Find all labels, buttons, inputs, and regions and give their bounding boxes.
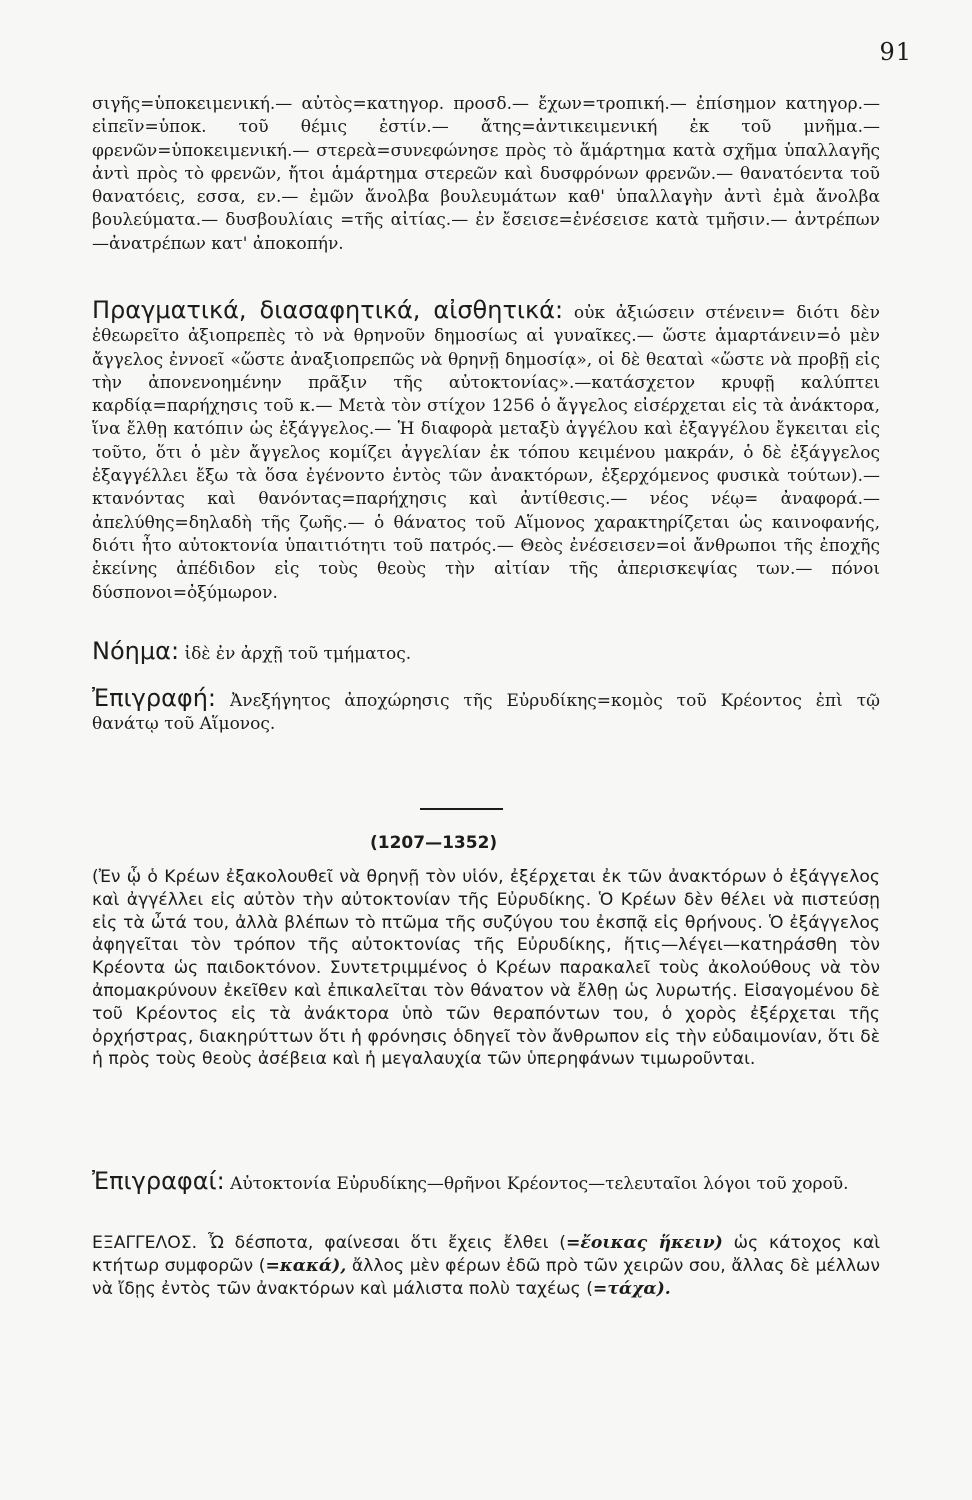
- epigrafai-paragraph: [92, 1167, 880, 1196]
- section-divider: [420, 808, 503, 810]
- translation-paragraph: [92, 1232, 880, 1300]
- noima-text: ἰδὲ ἐν ἀρχῇ τοῦ τμήματος.: [184, 644, 412, 664]
- summary-text: (Ἐν ᾧ ὁ Κρέων ἐξακολουθεῖ νὰ θρηνῇ τὸν υἱόν, ἐξέρχεται ἐκ τῶν ἀνακτόρων ὁ ἐξάγγελος καὶ ἀγγέλλει εἰς αὐτὸν τὴν αὐτοκτονίαν τῆς Εὐρυδίκης. Ὁ Κρέων δὲν θέλει νὰ πιστεύσῃ εἰς τὰ ὦτά του, ἀλλὰ βλέπων τὸ πτῶμα τῆς συζύγου του ἐκσπᾷ εἰς θρήνους. Ὁ ἐξάγγελος ἀφηγεῖται τὸν τρόπον τῆς αὐτοκτονίας τῆς Εὐρυδίκης, ἥτις—λέγει—κατηράσθη τὸν Κρέοντα ὡς παιδοκτόνον. Συντετριμμένος ὁ Κρέων παρακαλεῖ τοὺς ἀκολούθους νὰ τὸν ἀπομακρύνουν ἐκεῖθεν καὶ ἐπικαλεῖται τὸν θάνατον νὰ ἔλθῃ ὡς λυρωτής. Εἰσαγομένου δὲ τοῦ Κρέοντος εἰς τὰ ἀνάκτορα ὑπὸ τῶν θεραπόντων του, ὁ χορὸς ἐξέρχεται τῆς ὀρχήστρας, διακηρύττων ὅτι ἡ φρόνησις ὁδηγεῖ τὸν ἄνθρωπον εἰς τὴν εὐδαιμονίαν, ὅτι δὲ ἡ πρὸς τοὺς θεοὺς ἀσέβεια καὶ ἡ μεγαλαυχία τῶν ὑπερηφάνων τιμωροῦνται.: [92, 867, 880, 1070]
- translation-text-3: ἄλλος μὲν φέρων ἐδῶ πρὸ τῶν χειρῶν σου, ἄλλας δὲ μέλλων νὰ ἴδῃς ἐντὸς τῶν ἀνακτόρων καὶ μάλιστα πολὺ ταχέως (: [92, 1255, 881, 1299]
- pragmatika-section: [92, 296, 880, 605]
- pragmatika-paragraph: [92, 296, 880, 605]
- epigrafai-text: Αὐτοκτονία Εὐρυδίκης—θρῆνοι Κρέοντος—τελευταῖοι λόγοι τοῦ χοροῦ.: [230, 1174, 849, 1194]
- noima-heading: Νόημα:: [92, 637, 180, 665]
- speaker-name: ΕΞΑΓΓΕΛΟΣ.: [92, 1233, 198, 1253]
- translation-text-2: ὡς κάτοχος καὶ κτήτωρ συμφορῶν (: [92, 1233, 881, 1276]
- gloss-3: =τάχα).: [592, 1278, 671, 1299]
- epigrafi-heading: Ἐπιγραφή:: [92, 684, 217, 712]
- epigrafi-paragraph: [92, 684, 881, 737]
- gloss-1: =ἔοικας ἥκειν): [566, 1233, 723, 1253]
- noima-section: [92, 637, 880, 666]
- noima-paragraph: [92, 637, 880, 666]
- epigrafi-section: [92, 684, 881, 737]
- pragmatika-text: οὐκ ἀξιώσειν στένειν= διότι δὲν ἐθεωρεῖτο ἀξιοπρεπὲς τὸ νὰ θρηνοῦν δημοσίως αἱ γυναῖκες.— ὥστε ἁμαρτάνειν=ὁ μὲν ἄγγελος ἐννοεῖ «ὥστε ἀναξιοπρεπῶς νὰ θρηνῇ δημοσίᾳ», οἱ δὲ θεαταὶ «ὥστε νὰ προβῇ εἰς τὴν ἀπονενοημένην πρᾶξιν τῆς αὐτοκτονίας».—κατάσχετον κρυφῇ καλύπτει καρδίᾳ=παρήχησις τοῦ κ.— Μετὰ τὸν στίχον 1256 ὁ ἄγγελος εἰσέρχεται εἰς τὰ ἀνάκτορα, ἵνα ἔλθῃ κατόπιν ὡς ἐξάγγελος.— Ἡ διαφορὰ μεταξὺ ἀγγέλου καὶ ἐξαγγέλου ἔγκειται εἰς τοῦτο, ὅτι ὁ μὲν ἄγγελος κομίζει ἀγγελίαν ἐκ τόπου κειμένου μακράν, ὁ δὲ ἐξάγγελος ἐξαγγέλλει ἔξω τὰ ὅσα ἐγένοντο ἐντὸς τῶν ἀνακτόρων, ἐξερχόμενος φυσικὰ τούτων).— κτανόντας καὶ θανόντας=παρήχησις καὶ ἀντίθεσις.— νέος νέῳ= ἀναφορά.— ἀπελύθης=δηλαδὴ τῆς ζωῆς.— ὁ θάνατος τοῦ Αἵμονος χαρακτηρίζεται ὡς καινοφανής, διότι ἦτο αὐτοκτονία ὑπαιτιότητι τοῦ πατρός.— Θεὸς ἐνέσεισεν=οἱ ἄνθρωποι τῆς ἐποχῆς ἐκείνης ἀπέδιδον εἰς τοὺς θεοὺς τὴν αἰτίαν τῆς ἀπερισκεψίας των.— πόνοι δύσπονοι=ὀξύμωρον.: [92, 303, 880, 603]
- translation-text-1: Ὦ δέσποτα, φαίνεσαι ὅτι ἔχεις ἔλθει (: [207, 1233, 566, 1253]
- epigrafai-heading: Ἐπιγραφαί:: [92, 1167, 225, 1195]
- translation-section: [92, 1232, 880, 1300]
- grammar-notes: [92, 93, 880, 256]
- grammar-notes-text: σιγῆς=ὑποκειμενική.— αὐτὸς=κατηγορ. προσδ.— ἔχων=τροπική.— ἐπίσημον κατηγορ.— εἰπεῖν=ὑποκ. τοῦ θέμις ἐστίν.— ἄτης=ἀντικειμενική ἐκ τοῦ μνῆμα.— φρενῶν=ὑποκειμενική.— στερεὰ=συνεφώνησε πρὸς τὸ ἅμάρτημα κατὰ σχῆμα ὑπαλλαγῆς ἀντὶ πρὸς τὸ φρενῶν, ἤτοι ἁμάρτημα στερεῶν καὶ δυσφρόνων φρενῶν.— θανατόεντα τοῦ θανατόεις, εσσα, εν.— ἐμῶν ἄνολβα βουλευμάτων καθ' ὑπαλλαγὴν ἀντὶ ἐμὰ ἄνολβα βουλεύματα.— δυσβουλίαις =τῆς αἰτίας.— ἐν ἔσεισε=ἐνέσεισε κατὰ τμῆσιν.— ἀντρέπων—ἀνατρέπων κατ' ἀποκοπήν.: [92, 94, 880, 254]
- epigrafai-section: [92, 1167, 880, 1196]
- epigrafi-text: Ἀνεξήγητος ἀποχώρησις τῆς Εὐρυδίκης=κομὸς τοῦ Κρέοντος ἐπὶ τῷ θανάτῳ τοῦ Αἵμονος.: [92, 691, 881, 735]
- pragmatika-heading: Πραγματικά, διασαφητικά, αἰσθητικά:: [92, 296, 564, 324]
- page-number: 91: [879, 38, 912, 66]
- summary-section: [92, 866, 880, 1071]
- verse-range: (1207—1352): [370, 833, 498, 853]
- gloss-2: =κακά),: [265, 1255, 347, 1276]
